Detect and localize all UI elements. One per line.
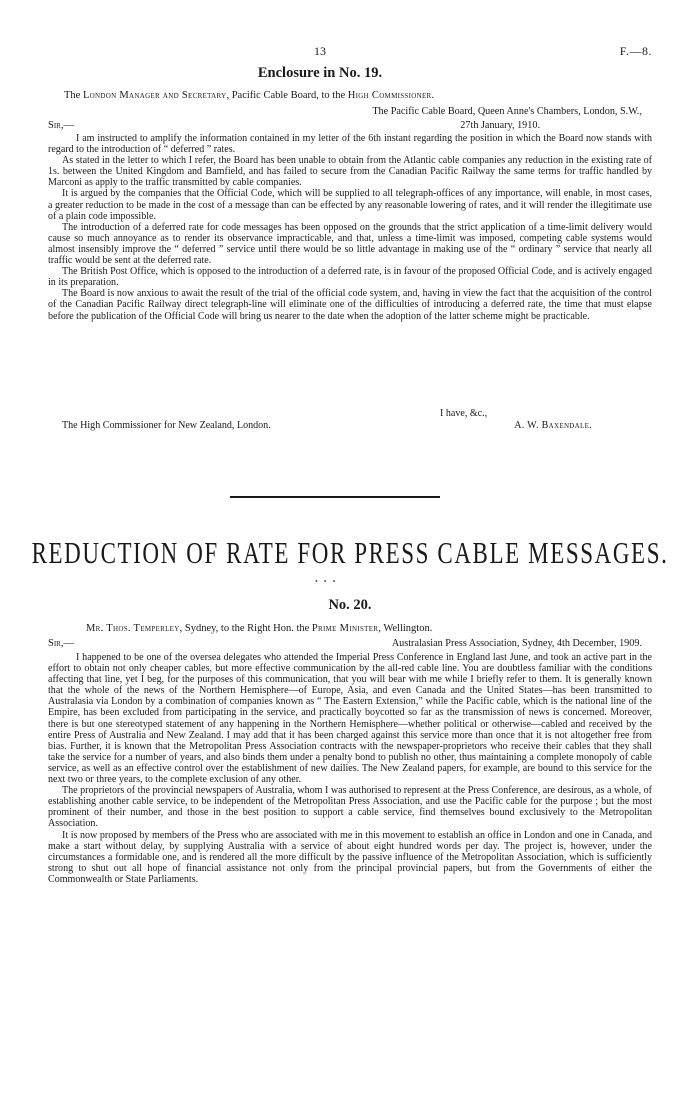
signature: A. W. Baxendale.	[514, 420, 592, 431]
address-end: , Wellington.	[378, 623, 433, 634]
section-heading: REDUCTION OF RATE FOR PRESS CABLE MESSAGES.	[31, 536, 669, 570]
ornament: • • •	[315, 577, 338, 586]
section-divider	[230, 496, 440, 498]
recipient-line	[62, 420, 622, 431]
letter-number-title: No. 20.	[328, 597, 372, 613]
letter-body	[48, 652, 652, 885]
paragraph: I am instructed to amplify the information contained in my letter of the 6th instant regarding the position in which the Board now stands with regard to the introduction of “ deferred ” rates.	[48, 133, 652, 156]
paragraph: The Board is now anxious to await the result of the trial of the official code system, and, having in view the fact that the acquisition of the control of the Canadian Pacific Railway direct telegraph-line will eliminate one of the difficulties of introducing a deferred rate, the time that must elapse before the publication of the Official Code will bring us nearer to the date when the adoption of the latter scheme might be practicable.	[48, 288, 652, 322]
paragraph: It is argued by the companies that the Official Code, which will be supplied to all telegraph-offices of any importance, will enable, in most cases, a greater reduction to be made in the cost of a message than can be effected by any reasonable lowering of rates, and it will render the illegitimate use of a plain code impossible.	[48, 188, 652, 222]
paragraph: As stated in the letter to which I refer, the Board has been unable to obtain from the Atlantic cable companies any reduction in the existing rate of 1s. between the United Kingdom and Bamfield, and has failed to secure from the Canadian Pacific Railway the same terms for traffic handled by Marconi as apply to the traffic transmitted by cable companies.	[48, 155, 652, 189]
enclosure-address-line	[64, 90, 654, 101]
address-middle: , Sydney, to the Right Hon. the	[179, 623, 312, 634]
enclosure-title: Enclosure in No. 19.	[257, 65, 383, 81]
paragraph: It is now proposed by members of the Press who are associated with me in this movement to establish an office in London and one in Canada, and make a start without delay, by supplying Australia with a service of about eight hundred words per day. The project is, however, under the circumstances a formidable one, and is rendered all the more difficult by the passive influence of the Metropolitan Association, which is sufficiently strong to shut out all hope of financial assistance not only from the principal provincial papers, but from the Governments of either the Commonwealth or State Parliaments.	[48, 829, 652, 885]
recipient: The High Commissioner for New Zealand, London.	[62, 420, 271, 431]
letter-address-line	[86, 623, 676, 634]
paragraph: The British Post Office, which is opposed to the introduction of a deferred rate, is in favour of the proposed Official Code, and is actively engaged in its preparation.	[48, 266, 652, 289]
recipient-title: High Commissioner	[347, 90, 432, 101]
document-reference: F.—8.	[619, 44, 652, 58]
enclosure-salutation: Sir,—	[48, 120, 74, 131]
address-middle: , Pacific Cable Board, to the	[226, 90, 348, 101]
sender-name: Mr. Thos. Temperley	[86, 623, 180, 634]
page-number: 13	[314, 44, 326, 58]
address-prefix: The	[64, 90, 83, 101]
letter-place-date: Australasian Press Association, Sydney, 4th December, 1909.	[391, 638, 642, 649]
paragraph: The introduction of a deferred rate for code messages has been opposed on the grounds that the strict application of a time-limit delivery would cause so much annoyance as to render its observance impracticable, and that, unless a time-limit was imposed, competing cable systems would almost insensibly improve the “ deferred ” service until there would be so little advantage in making use of the “ ordinary ” service that nearly all traffic would be sent at the deferred rate.	[48, 221, 652, 267]
paragraph: The proprietors of the provincial newspapers of Australia, whom I was authorised to represent at the Press Conference, are desirous, as a whole, of establishing another cable service, to be independent of the Metropolitan Press Association, and use the Pacific cable for the purpose ; but the most prominent of their number, and those in the best position to support a cable service, find themselves bound exclusively to the Metropolitan Association.	[48, 785, 652, 830]
address-end: .	[431, 90, 435, 101]
letter-salutation: Sir,—	[48, 638, 74, 649]
sender-title: London Manager and Secretary	[82, 90, 227, 101]
recipient-title: Prime Minister	[311, 623, 379, 634]
closing: I have, &c.,	[440, 408, 488, 419]
enclosure-body	[48, 133, 652, 322]
enclosure-place: The Pacific Cable Board, Queen Anne's Chambers, London, S.W.,	[372, 106, 642, 117]
enclosure-date: 27th January, 1910.	[460, 120, 540, 131]
paragraph: I happened to be one of the oversea delegates who attended the Imperial Press Conference in England last June, and took an active part in the effort to obtain not only cheaper cables, but more effective communication by the all-red cable line. You are doubtless familiar with the conditions affecting that line, yet I beg, for the purposes of this communication, that you will bear with me while I briefly refer to them. It is generally known that the whole of the news of the Northern Hemisphere—of Europe, Asia, and even Canada and the United States—has been transmitted to Australasia via London by a combination of companies known as “ The Eastern Extension,” while the Pacific cable, which is the national line of the Empire, has been excluded from participating in the service, and practically boycotted so far as the transmission of news is concerned. Moreover, there is but one stereotyped statement of any happening in the Northern Hemisphere—whether political or otherwise—cabled and received by the entire Press of Australia and New Zealand. I may add that it has been charged against this service more than once that it is not altogether free from bias. Further, it is known that the Metropolitan Press Association contracts with the newspaper-proprietors who receive their cables that they shall take the service for a number of years, and also binds them under a penalty bond to publish no other, thus maintaining a complete monopoly of cable service, as well as an effective control over the establishment of new dailies. The New Zealand papers, for example, are bound to this service for the next two or three years, to the complete exclusion of any other.	[48, 652, 652, 786]
